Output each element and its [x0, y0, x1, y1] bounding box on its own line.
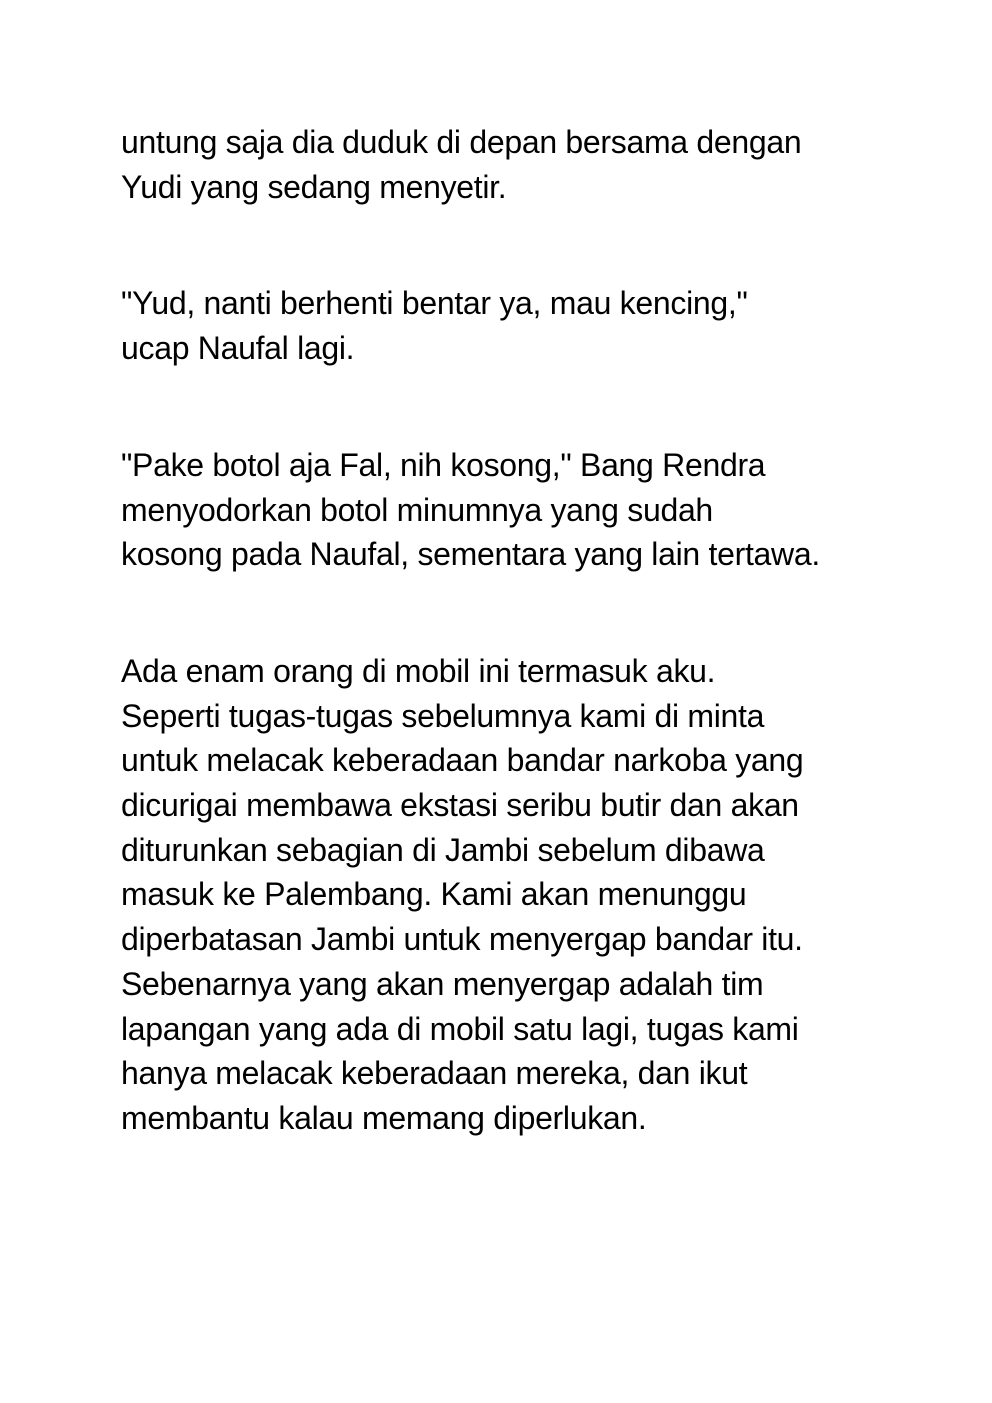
document-body [121, 120, 881, 1141]
paragraph-spacer [121, 209, 881, 281]
paragraph-line: hanya melacak keberadaan mereka, dan ikut [121, 1055, 748, 1092]
paragraph-line: Sebenarnya yang akan menyergap adalah tim [121, 965, 764, 1002]
paragraph-line: untung saja dia duduk di depan bersama dengan [121, 124, 802, 160]
paragraph-line: masuk ke Palembang. Kami akan menunggu [121, 876, 747, 913]
paragraph-line: ucap Naufal lagi. [121, 330, 355, 367]
paragraph-line: Ada enam orang di mobil ini termasuk aku. [121, 652, 716, 689]
paragraph-line: lapangan yang ada di mobil satu lagi, tugas kami [121, 1010, 799, 1047]
paragraph-line: Yudi yang sedang menyetir. [121, 168, 507, 205]
paragraph-4 [121, 649, 881, 1141]
paragraph-line: kosong pada Naufal, sementara yang lain tertawa. [121, 536, 820, 573]
paragraph-line: "Yud, nanti berhenti bentar ya, mau kencing," [121, 285, 748, 322]
paragraph-spacer [121, 577, 881, 649]
paragraph-3 [121, 443, 881, 577]
paragraph-line: membantu kalau memang diperlukan. [121, 1099, 647, 1136]
paragraph-line: dicurigai membawa ekstasi seribu butir dan akan [121, 787, 799, 824]
paragraph-line: menyodorkan botol minumnya yang sudah [121, 491, 713, 528]
paragraph-2 [121, 281, 881, 370]
paragraph-1 [121, 120, 881, 209]
paragraph-line: "Pake botol aja Fal, nih kosong," Bang Rendra [121, 446, 766, 483]
paragraph-line: diturunkan sebagian di Jambi sebelum dibawa [121, 831, 765, 868]
paragraph-line: untuk melacak keberadaan bandar narkoba yang [121, 742, 804, 779]
paragraph-line: Seperti tugas-tugas sebelumnya kami di minta [121, 697, 765, 734]
paragraph-line: diperbatasan Jambi untuk menyergap bandar itu. [121, 921, 803, 958]
paragraph-spacer [121, 371, 881, 443]
